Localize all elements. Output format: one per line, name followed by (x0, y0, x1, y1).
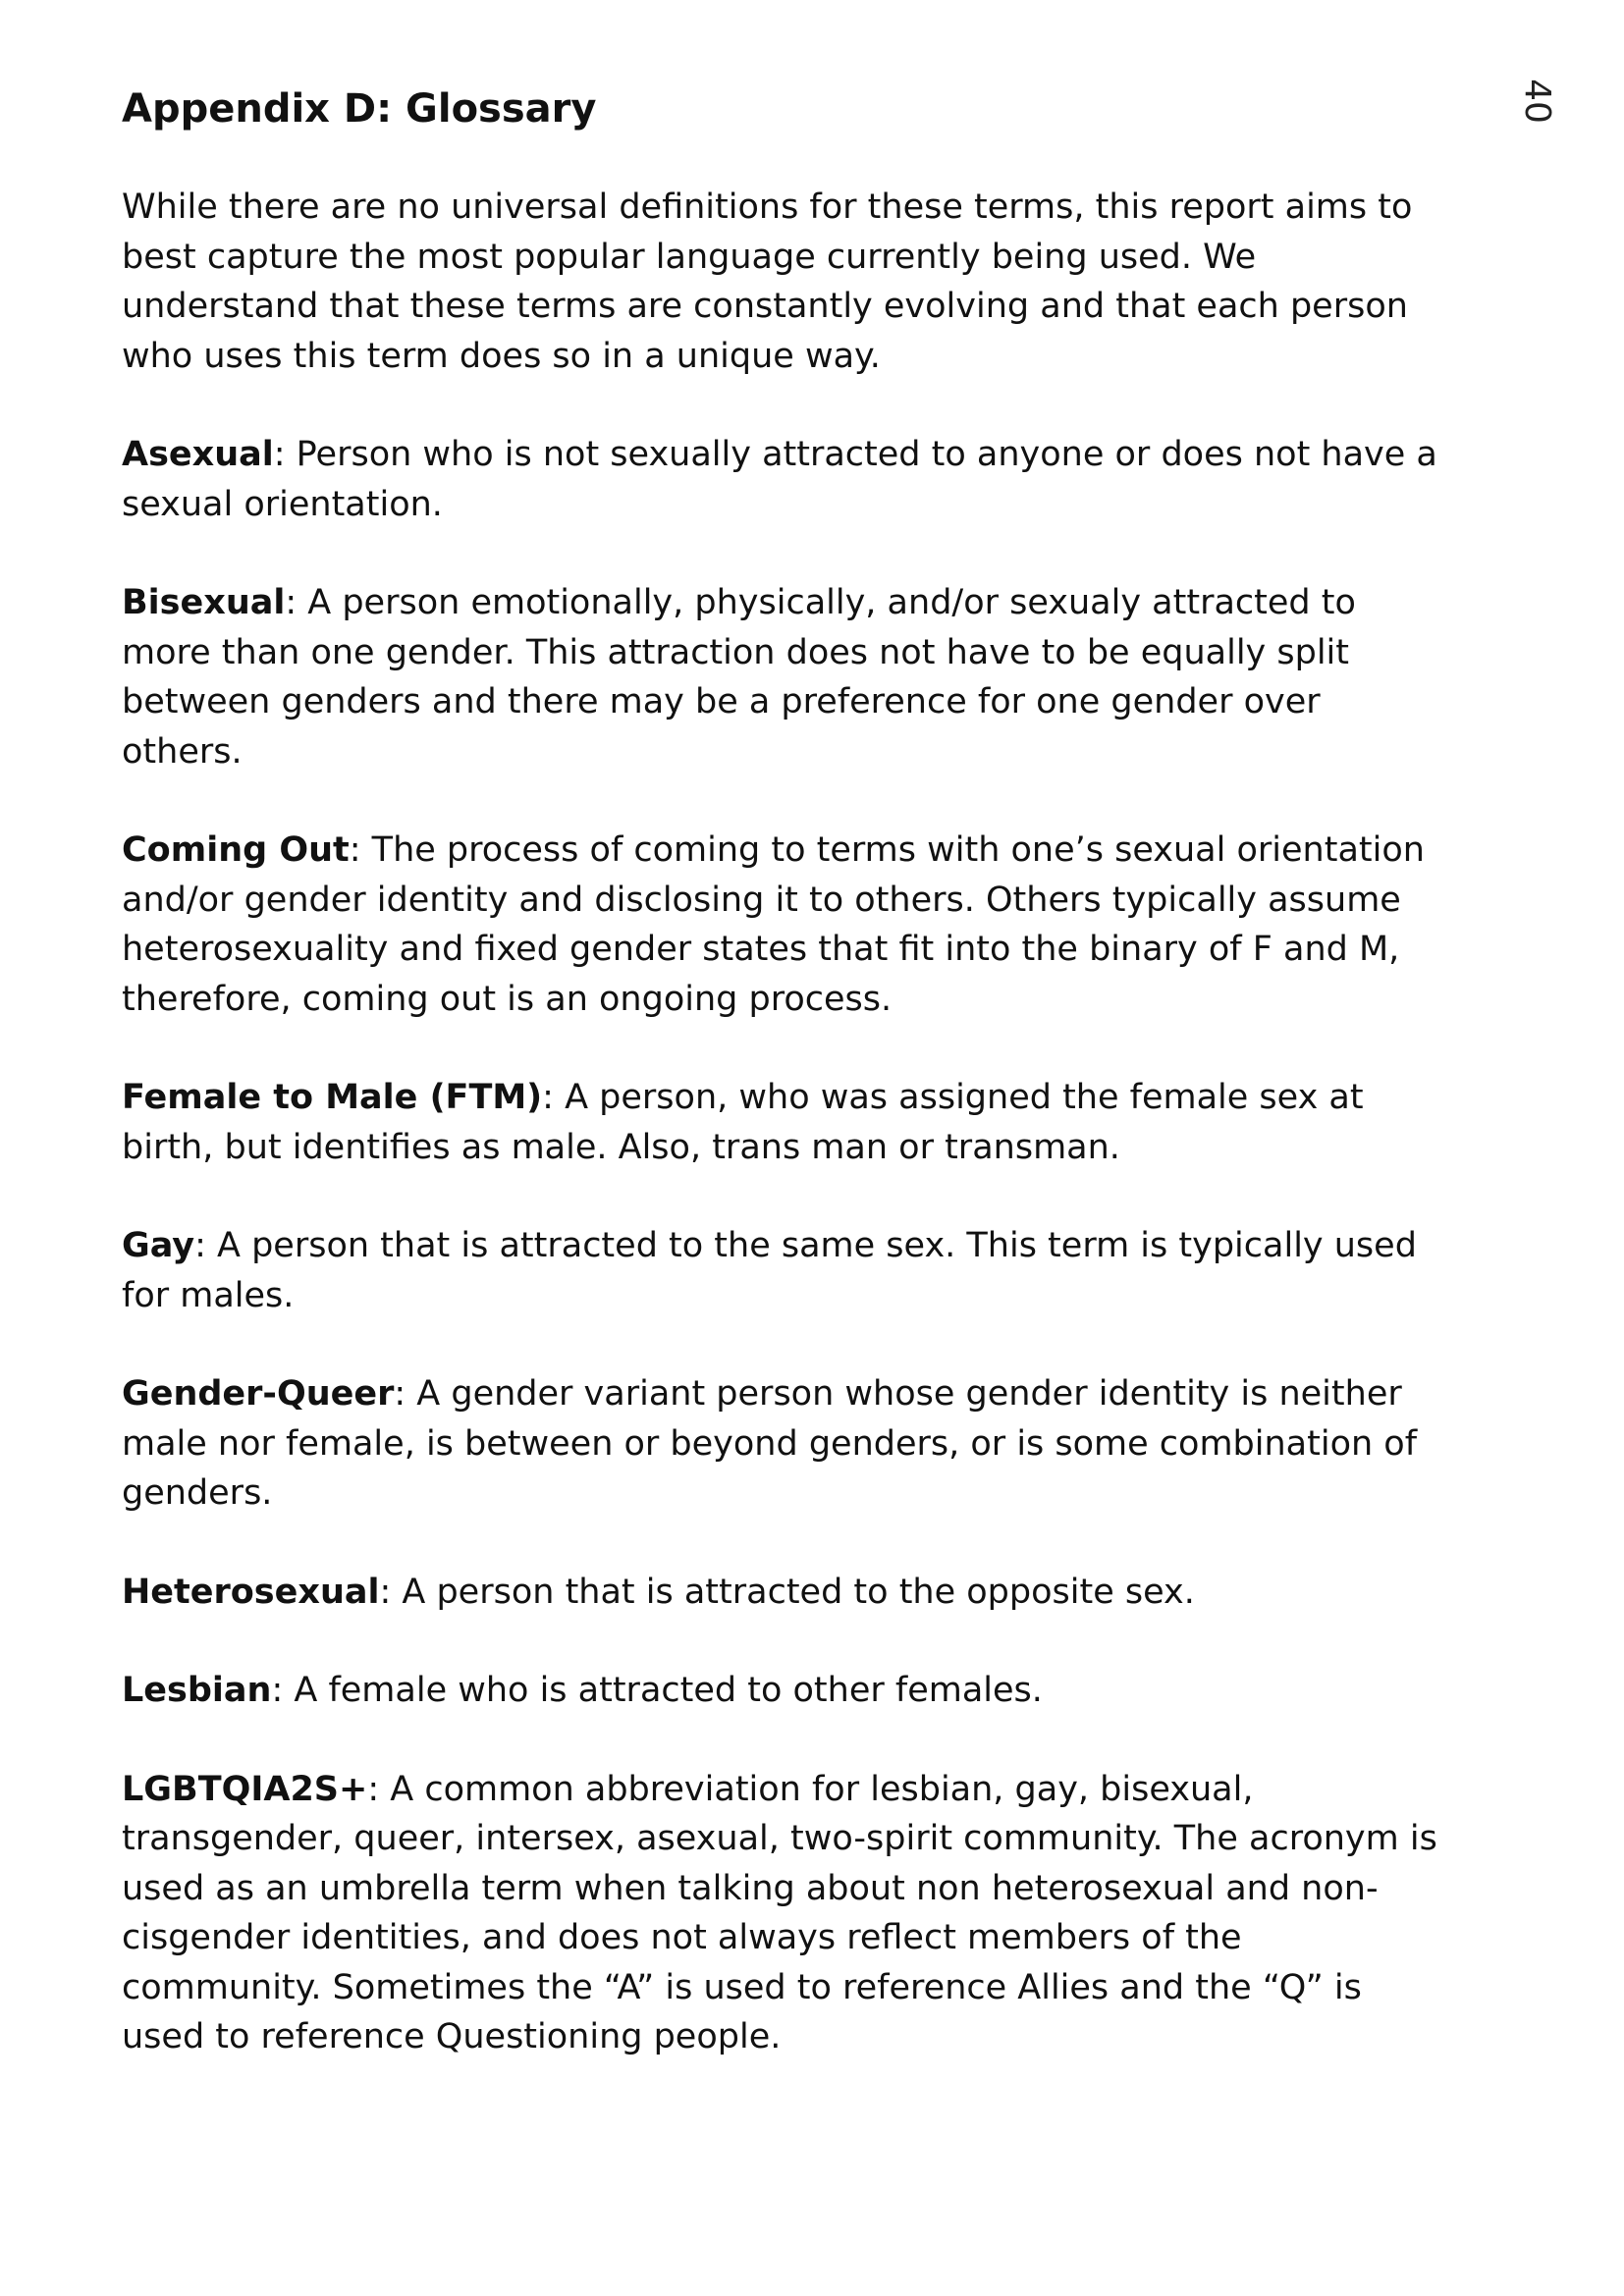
glossary-entry-asexual (122, 430, 1437, 529)
glossary-entry-gender-queer (122, 1369, 1437, 1519)
glossary-term: Gender-Queer (122, 1374, 395, 1414)
glossary-entry-lgbtqia2s (122, 1765, 1437, 2062)
glossary-entry-heterosexual (122, 1568, 1437, 1618)
glossary-definition: : A common abbreviation for lesbian, gay, bisexual, transgender, queer, intersex, asexual, two-spirit community. The acronym is used as an umbrella term when talking about non heterosexual and non-cisgender identities, and does not always reflect members of the community. Sometimes the “A” is used to reference Allies and the “Q” is used to reference Questioning people. (122, 1769, 1437, 2056)
glossary-entry-ftm (122, 1073, 1437, 1172)
glossary-definition: : A person emotionally, physically, and/or sexualy attracted to more than one gender. This attraction does not have to be equally split between genders and there may be a preference for one gender over others. (122, 583, 1356, 772)
glossary-term: Gay (122, 1226, 195, 1265)
glossary-definition: : A female who is attracted to other females. (271, 1671, 1043, 1710)
glossary-term: LGBTQIA2S+ (122, 1769, 368, 1809)
document-page (122, 77, 1437, 2111)
glossary-term: Coming Out (122, 830, 350, 870)
glossary-definition: : A gender variant person whose gender identity is neither male nor female, is between or beyond genders, or is some combination of genders. (122, 1374, 1418, 1513)
glossary-term: Asexual (122, 435, 274, 474)
glossary-term: Lesbian (122, 1671, 272, 1710)
intro-paragraph: While there are no universal definitions for these terms, this report aims to best capture the most popular language currently being used. We understand that these terms are constantly evolving and that each person who uses this term does so in a unique way. (122, 187, 1413, 376)
glossary-term: Heterosexual (122, 1572, 380, 1612)
glossary-definition: : A person that is attracted to the opposite sex. (379, 1572, 1195, 1612)
page-number: 40 (1517, 79, 1557, 124)
glossary-entry-bisexual (122, 578, 1437, 776)
glossary-entry-lesbian (122, 1666, 1437, 1716)
page-title: Appendix D: Glossary (122, 86, 597, 132)
glossary-entry-coming-out (122, 826, 1437, 1024)
glossary-term: Bisexual (122, 583, 286, 622)
glossary-definition: : A person that is attracted to the same sex. This term is typically used for males. (122, 1226, 1417, 1315)
glossary-definition: : The process of coming to terms with one’s sexual orientation and/or gender identity and disclosing it to others. Others typically assume heterosexuality and fixed gender states that fit into the binary of F and M, therefore, coming out is an ongoing process. (122, 830, 1425, 1019)
glossary-entry-gay (122, 1221, 1437, 1320)
glossary-list (122, 430, 1437, 2062)
glossary-term: Female to Male (FTM) (122, 1078, 543, 1117)
glossary-definition: : A person, who was assigned the female sex at birth, but identifies as male. Also, trans man or transman. (122, 1078, 1364, 1167)
glossary-definition: : Person who is not sexually attracted to anyone or does not have a sexual orientation. (122, 435, 1437, 524)
